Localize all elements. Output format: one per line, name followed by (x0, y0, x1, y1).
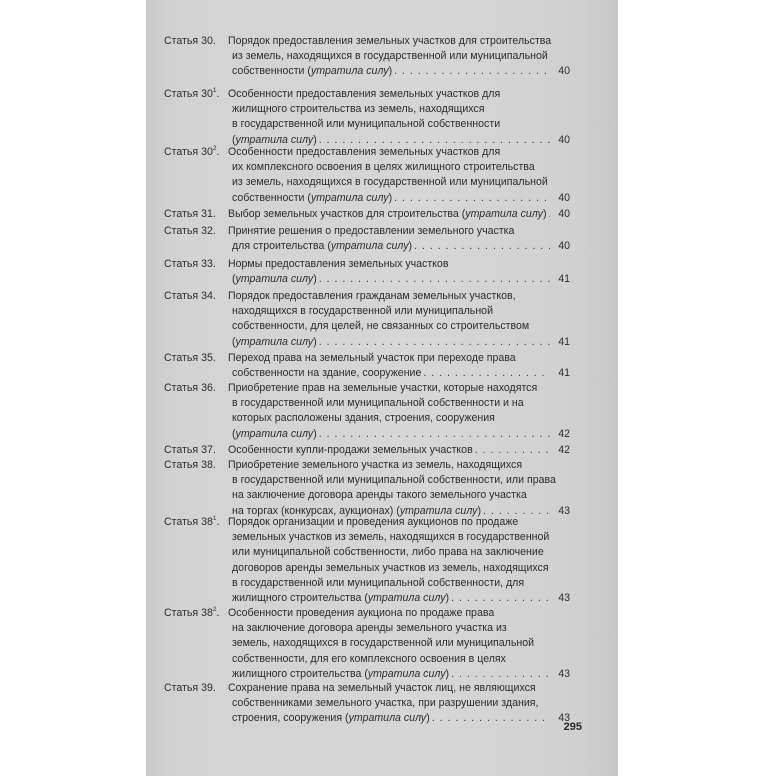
article-title (228, 87, 570, 148)
page-ref: 43 (558, 592, 570, 605)
title-line: Нормы предоставления земельных участков (228, 258, 449, 270)
article-title (228, 289, 570, 350)
title-line: в государственной или муниципальной собственности, для (232, 576, 525, 589)
title-line: на заключение договора аренды такого земельного участка (232, 489, 527, 502)
dot-leader (451, 591, 550, 606)
dot-leader (319, 427, 550, 442)
article-label: Статья $30^2$. (164, 145, 220, 158)
page-ref: 40 (558, 65, 570, 78)
toc-entry (146, 515, 618, 606)
repealed-note: утратила силу (330, 240, 409, 253)
title-line: земель, находящихся в государственной или муниципальной (232, 637, 535, 650)
title-line: которых расположены здания, строения, сооружения (232, 412, 495, 425)
article-title (228, 351, 570, 381)
title-last-line: собственности на здание, сооружение . . . 41 (228, 366, 570, 381)
article-title (228, 145, 570, 206)
article-label: Статья 35. (164, 352, 216, 364)
article-label: Статья 34. (164, 290, 216, 302)
toc-entry (146, 458, 618, 515)
repealed-note: утратила силу (367, 667, 446, 680)
article-title (228, 458, 570, 519)
article-label: Статья 31. (164, 208, 216, 220)
page-ref: 40 (558, 191, 570, 204)
repealed-note: утратила силу (235, 273, 314, 286)
article-label: Статья 37. (164, 444, 216, 456)
article-title (228, 207, 570, 222)
toc-entry (146, 381, 618, 443)
title-line: Переход права на земельный участок при переходе права (228, 352, 516, 364)
title-line: Приобретение прав на земельные участки, которые находятся (228, 382, 538, 394)
title-line: в государственной или муниципальной собственности, или права (232, 474, 556, 487)
title-line: их комплексного освоения в целях жилищного строительства (232, 161, 535, 174)
dot-leader (394, 191, 550, 206)
title-last-line: (утратила силу) . . . 40 (228, 133, 570, 148)
dot-leader (319, 272, 550, 287)
repealed-note: утратила силу (235, 427, 314, 440)
dot-leader (319, 335, 550, 350)
title-last-line: (утратила силу) . . . 41 (228, 335, 570, 350)
title-last-line: Особенности купли-продажи земельных участков . . . 42 (228, 443, 570, 458)
dot-leader (394, 64, 550, 79)
toc-entry (146, 351, 618, 381)
toc-entry (146, 145, 618, 207)
toc-entry (146, 34, 618, 87)
dot-leader (548, 207, 550, 222)
title-line: Порядок предоставления гражданам земельных участков, (228, 290, 516, 302)
title-line: собственниками земельного участка, при разрушении здания, (232, 697, 539, 710)
article-label: Статья 39. (164, 682, 216, 694)
page-ref: 43 (558, 667, 570, 680)
repealed-note: утратила силу (399, 504, 478, 517)
page-ref: 41 (558, 273, 570, 286)
title-last-line: для строительства (утратила силу) . . . 40 (228, 239, 570, 254)
article-title (228, 606, 570, 682)
title-line: на заключение договора аренды земельного участка из (232, 622, 507, 635)
repealed-note: утратила силу (310, 191, 389, 204)
title-last-line: строения, сооружения (утратила силу) . . . 43 (228, 711, 570, 726)
title-last-line: Выбор земельных участков для строительства (утратила силу) . . . 40 (228, 207, 570, 222)
title-line: или муниципальной собственности, либо права на заключение (232, 546, 544, 559)
title-line: в государственной или муниципальной собственности и на (232, 397, 524, 410)
dot-leader (451, 667, 550, 682)
title-last-line: жилищного строительства (утратила силу) . . . 43 (228, 667, 570, 682)
article-label: Статья $38^2$. (164, 606, 220, 619)
title-last-line: на торгах (конкурсах, аукционах) (утратила силу) . . . 43 (228, 504, 570, 519)
title-last-line: жилищного строительства (утратила силу) . . . 43 (228, 591, 570, 606)
dot-leader (475, 443, 550, 458)
repealed-note: утратила силу (235, 133, 314, 146)
dot-leader (414, 239, 550, 254)
title-line: Принятие решения о предоставлении земельного участка (228, 225, 515, 237)
repealed-note: утратила силу (235, 335, 314, 348)
page-ref: 42 (558, 427, 570, 440)
page-ref: 40 (558, 240, 570, 253)
article-title (228, 257, 570, 287)
article-title (228, 515, 570, 606)
title-line: находящихся в государственной или муниципальной (232, 305, 493, 318)
title-line: Порядок предоставления земельных участков для строительства (228, 35, 552, 47)
toc-entry (146, 443, 618, 458)
repealed-note: утратила силу (367, 592, 446, 605)
toc-entry (146, 606, 618, 681)
title-line: Особенности проведения аукциона по продаже права (228, 607, 495, 619)
dot-leader (423, 366, 550, 381)
article-title (228, 381, 570, 442)
page-ref: 40 (558, 208, 570, 220)
article-label: Статья $38^1$. (164, 515, 220, 528)
article-label: Статья 32. (164, 225, 216, 237)
toc-entry (146, 207, 618, 224)
article-label: Статья 36. (164, 382, 216, 394)
title-last-line: собственности (утратила силу) . . . 40 (228, 191, 570, 206)
title-line: Приобретение земельного участка из земель, находящихся (228, 459, 523, 471)
repealed-note: утратила силу (465, 208, 543, 220)
article-title (228, 443, 570, 458)
table-of-contents (146, 34, 618, 726)
repealed-note: утратила силу (348, 712, 427, 725)
page-ref: 43 (558, 504, 570, 517)
article-title (228, 681, 570, 727)
title-line: договоров аренды земельных участков из земель, находящихся (232, 561, 549, 574)
article-label: Статья 30. (164, 35, 216, 47)
title-last-line: собственности (утратила силу) . . . 40 (228, 64, 570, 79)
page-number: 295 (563, 721, 582, 733)
toc-entry (146, 87, 618, 145)
title-line: собственности, для его комплексного освоения в целях (232, 652, 506, 665)
title-line: Особенности предоставления земельных участков для (228, 146, 501, 158)
title-line: Сохранение права на земельный участок лиц, не являющихся (228, 682, 536, 694)
page-ref: 43 (558, 712, 570, 725)
article-title (228, 224, 570, 254)
article-label: Статья 33. (164, 258, 216, 270)
page-ref: 40 (558, 133, 570, 146)
title-last-line: (утратила силу) . . . 41 (228, 272, 570, 287)
toc-entry (146, 681, 618, 726)
article-title (228, 34, 570, 80)
title-line: жилищного строительства из земель, находящихся (232, 103, 485, 116)
repealed-note: утратила силу (310, 65, 389, 78)
toc-entry (146, 257, 618, 289)
page-ref: 41 (558, 367, 570, 380)
dot-leader (432, 711, 550, 726)
title-last-line: (утратила силу) . . . 42 (228, 427, 570, 442)
article-label: Статья $30^1$. (164, 87, 220, 100)
toc-entry (146, 224, 618, 257)
title-line: из земель, находящихся в государственной или муниципальной (232, 176, 548, 189)
page-ref: 42 (558, 444, 570, 456)
title-line: из земель, находящихся в государственной или муниципальной (232, 50, 548, 63)
title-line: Особенности предоставления земельных участков для (228, 88, 501, 100)
title-line: Порядок организации и проведения аукционов по продаже (228, 516, 519, 528)
article-label: Статья 38. (164, 459, 216, 471)
book-page (146, 0, 618, 776)
title-line: земельных участков из земель, находящихся в государственной (232, 531, 550, 544)
toc-entry (146, 289, 618, 351)
title-line: в государственной или муниципальной собственности (232, 118, 501, 131)
title-line: собственности, для целей, не связанных со строительством (232, 320, 530, 333)
page-ref: 41 (558, 335, 570, 348)
